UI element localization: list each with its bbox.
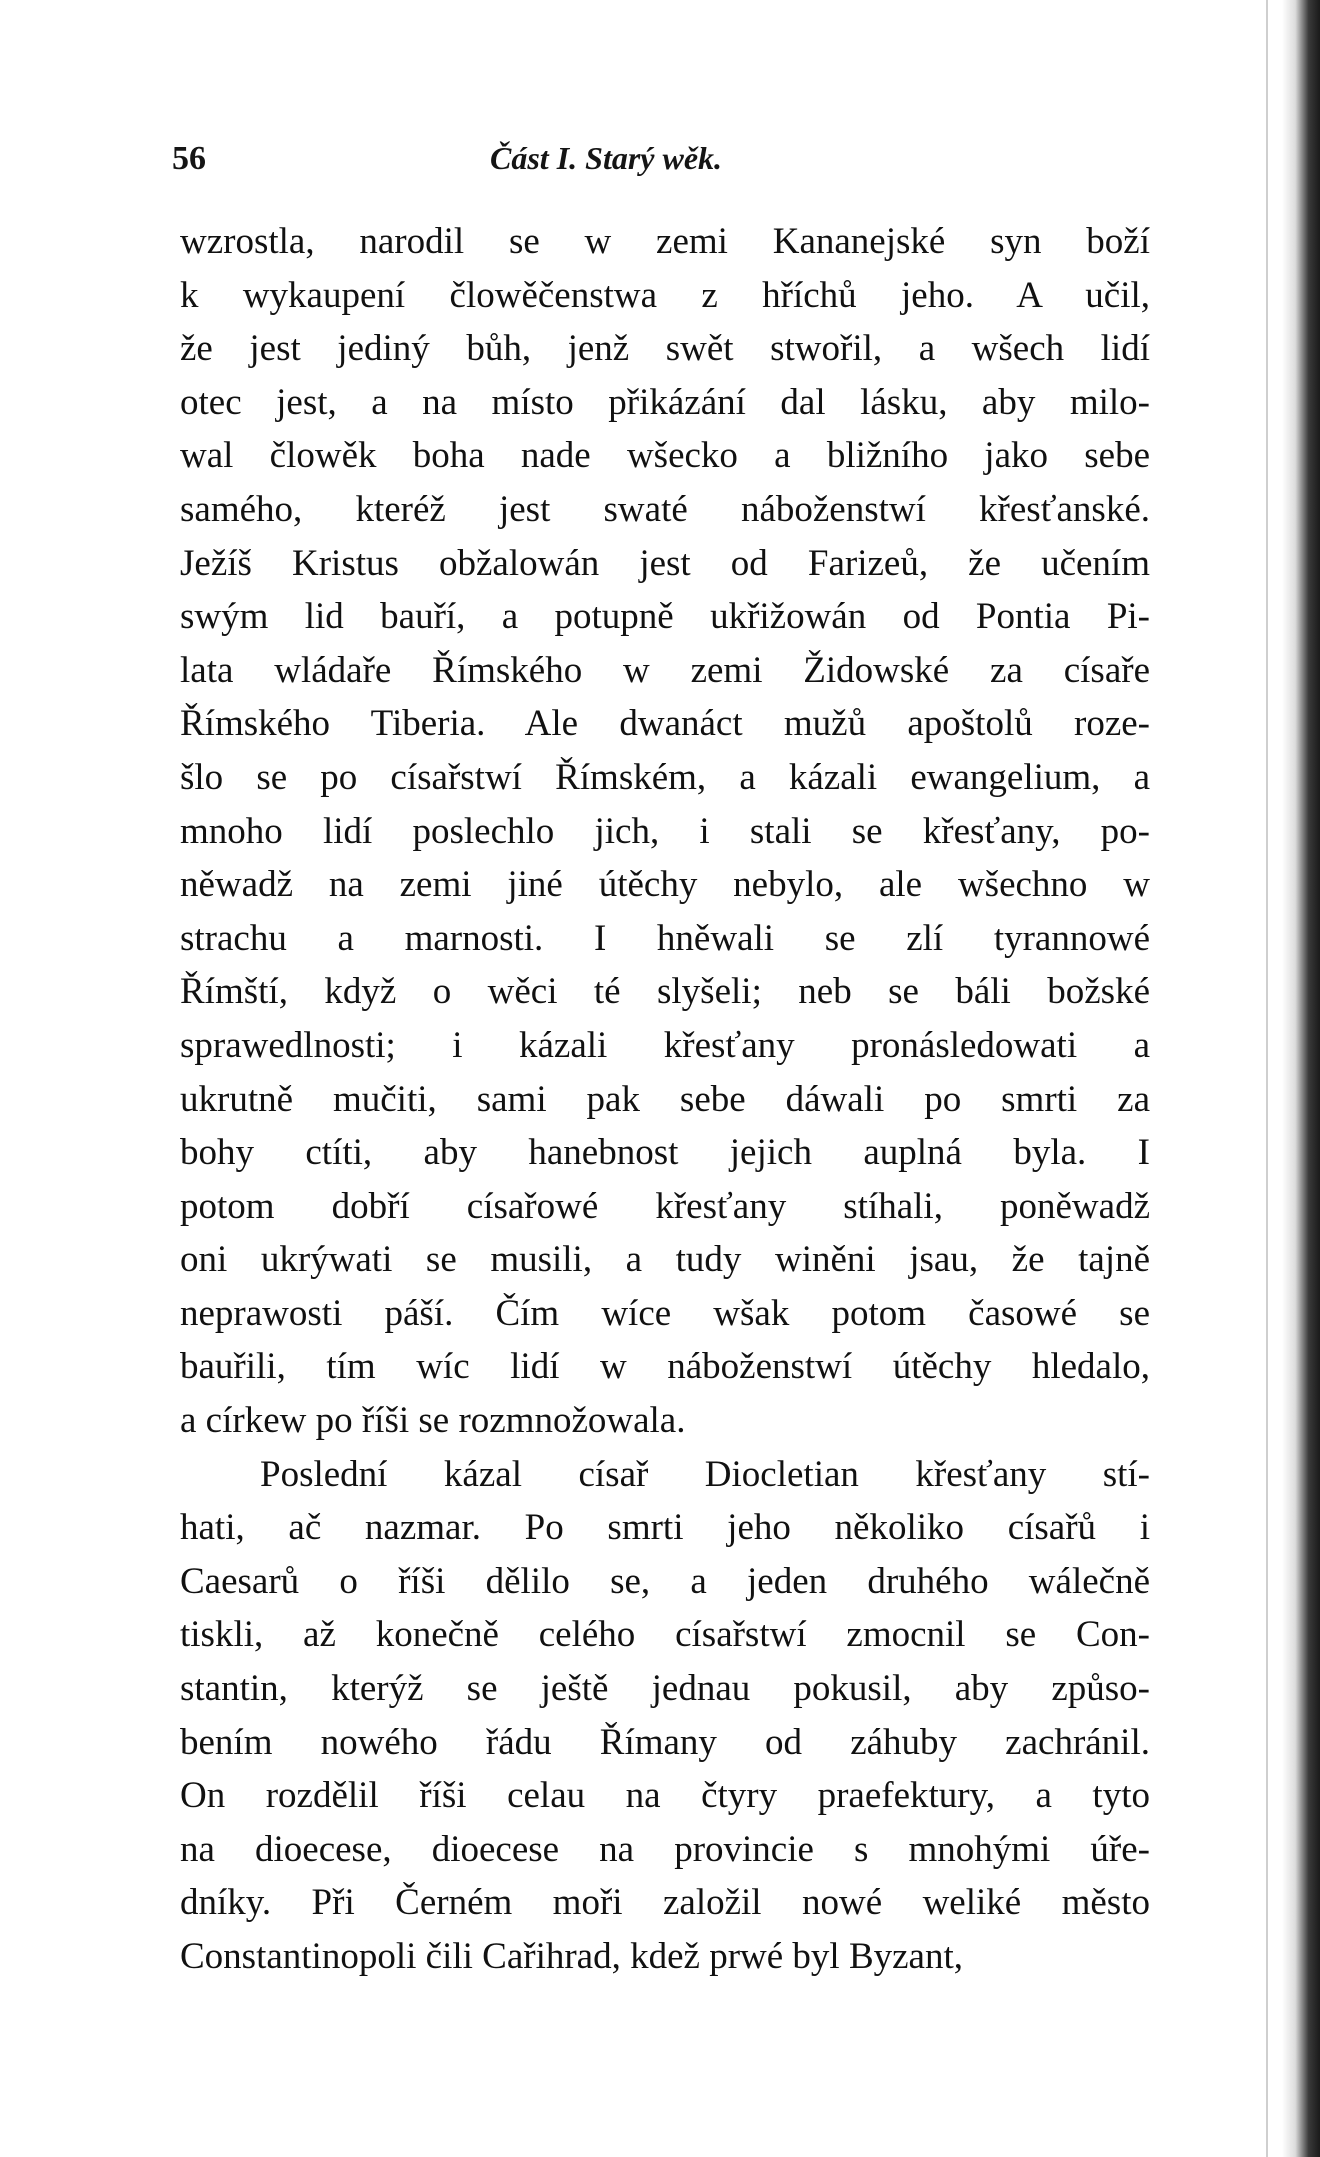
text-line: Římští, když o wěci té slyšeli; neb se báli božské xyxy=(180,971,1150,1013)
text-line: ukrutně mučiti, sami pak sebe dáwali po smrti za xyxy=(180,1078,1150,1120)
text-line: že jest jediný bůh, jenž swět stwořil, a wšech lidí xyxy=(180,328,1150,370)
text-line: hati, ač nazmar. Po smrti jeho několiko císařů i xyxy=(180,1507,1150,1549)
text-line: bohy ctíti, aby hanebnost jejich auplná byla. I xyxy=(180,1132,1150,1174)
text-line: něwadž na zemi jiné útěchy nebylo, ale wšechno w xyxy=(180,864,1150,906)
text-line: neprawosti páší. Čím wíce wšak potom časowé se xyxy=(180,1292,1150,1334)
running-head: Část I. Starý wěk. xyxy=(490,140,723,176)
text-line: samého, kteréž jest swaté náboženstwí křesťanské. xyxy=(180,488,1150,530)
text-line: na dioecese, dioecese na provincie s mnohými úře- xyxy=(180,1828,1150,1870)
text-line: Římského Tiberia. Ale dwanáct mužů apoštolů roze- xyxy=(180,703,1150,745)
text-line: wzrostla, narodil se w zemi Kananejské syn boží xyxy=(180,221,1150,262)
text-line: stantin, kterýž se ještě jednau pokusil, aby způso- xyxy=(180,1668,1150,1710)
paragraph xyxy=(180,1448,1150,1984)
text-line: Ježíš Kristus obžalowán jest od Farizeů, že učením xyxy=(180,542,1150,584)
text-line: otec jest, a na místo přikázání dal lásku, aby milo- xyxy=(180,381,1150,423)
text-line: lata wládaře Římského w zemi Židowské za císaře xyxy=(180,649,1150,691)
text-line: šlo se po císařstwí Římském, a kázali ewangelium, a xyxy=(180,756,1150,798)
text-line: tiskli, až konečně celého císařstwí zmocnil se Con- xyxy=(180,1614,1150,1656)
text-line: On rozdělil říši celau na čtyry praefektury, a tyto xyxy=(180,1775,1150,1817)
paragraph-container xyxy=(180,215,1150,1984)
text-line: mnoho lidí poslechlo jich, i stali se křesťany, po- xyxy=(180,810,1150,852)
text-line: Poslední kázal císař Diocletian křesťany stí- xyxy=(260,1453,1150,1495)
text-line: Caesarů o říši dělilo se, a jeden druhého wálečně xyxy=(180,1560,1150,1602)
text-line: sprawedlnosti; i kázali křesťany pronásledowati a xyxy=(180,1024,1150,1066)
paragraph xyxy=(180,215,1150,1448)
text-line: swým lid bauří, a potupně ukřižowán od Pontia Pi- xyxy=(180,596,1150,638)
text-line: dníky. Při Černém moři založil nowé weliké město xyxy=(180,1882,1150,1924)
book-binding-edge xyxy=(1282,0,1320,2157)
text-line: Constantinopoli čili Cařihrad, kdež prwé byl Byzant, xyxy=(180,1936,963,1977)
text-line: potom dobří císařowé křesťany stíhali, poněwadž xyxy=(180,1185,1150,1227)
page-edge-line xyxy=(1266,0,1268,2157)
text-line: wal člowěk boha nade wšecko a bližního jako sebe xyxy=(180,435,1150,477)
page-number: 56 xyxy=(172,140,206,177)
page-header xyxy=(172,140,1162,180)
text-line: a církew po říši se rozmnožowala. xyxy=(180,1400,686,1442)
text-line: oni ukrýwati se musili, a tudy winěni jsau, že tajně xyxy=(180,1239,1150,1281)
body-text xyxy=(180,215,1150,1984)
text-line: bauřili, tím wíc lidí w náboženstwí útěchy hledalo, xyxy=(180,1346,1150,1388)
text-line: strachu a marnosti. I hněwali se zlí tyrannowé xyxy=(180,917,1150,959)
text-line: bením nowého řádu Římany od záhuby zachránil. xyxy=(180,1721,1150,1763)
text-line: k wykaupení člowěčenstwa z hříchů jeho. A učil, xyxy=(180,274,1150,316)
